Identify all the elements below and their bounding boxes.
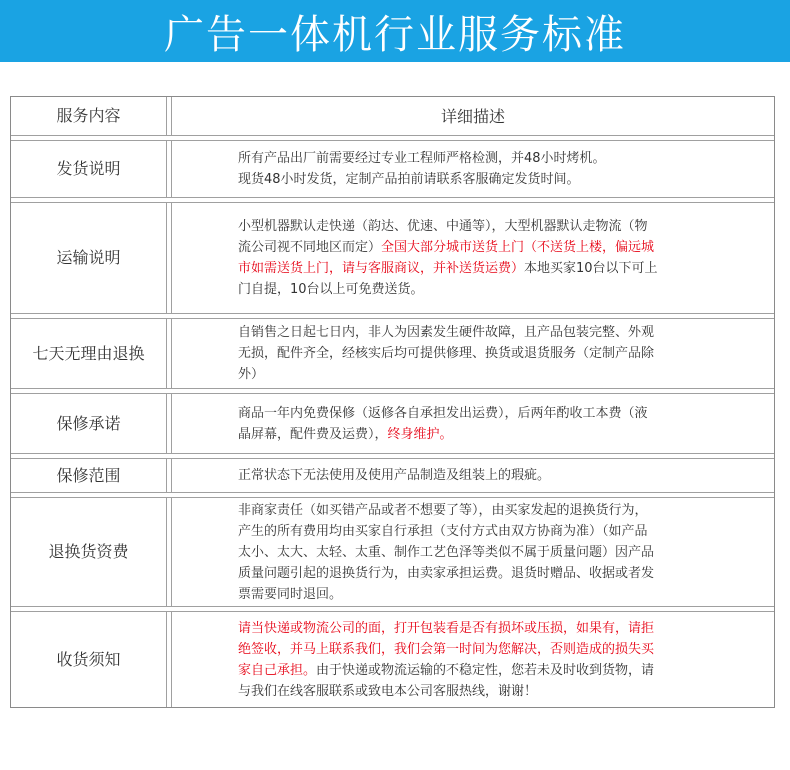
description-segment: 质量问题引起的退换货行为，由卖家承担运费。退货时赠品、收据或者发 xyxy=(238,565,655,581)
description-segment: 现货48小时发货，定制产品拍前请联系客服确定发货时间。 xyxy=(238,172,580,187)
service-label xyxy=(11,498,166,606)
description-line xyxy=(238,237,658,258)
description-text xyxy=(238,465,550,486)
highlight-text: 全国大部分城市送货上门（不送货上楼，偏远城 xyxy=(381,240,655,255)
service-standards-table xyxy=(10,96,775,708)
description-text xyxy=(238,148,606,190)
service-label-line: 退换货资费 xyxy=(48,542,129,561)
description-segment: 门自提，10台以上可免费送货。 xyxy=(238,282,424,297)
description-line xyxy=(238,563,654,584)
row-seven-day-return xyxy=(11,318,774,389)
description-segment: 太小、太大、太轻、太重、制作工艺色泽等类似不属于质量问题）因产品 xyxy=(238,544,655,560)
description-text xyxy=(238,403,648,445)
service-label xyxy=(11,319,166,388)
header-description: 详细描述 xyxy=(440,106,505,126)
service-label-line: 保修承诺 xyxy=(56,413,121,433)
description-segment: 正常状态下无法使用及使用产品制造及组装上的瑕疵。 xyxy=(238,468,551,483)
description-line xyxy=(238,403,648,424)
service-label xyxy=(11,394,166,453)
description-segment: 由于快递或物流运输的不稳定性，您若未及时收到货物，请 xyxy=(316,662,655,678)
description-text xyxy=(238,500,654,605)
service-label-line: 七天无理 xyxy=(32,343,97,363)
description-line xyxy=(238,343,654,364)
description-segment: 非商家责任（如买错产品或者不想要了等），由买家发起的退换货行为， xyxy=(238,502,648,518)
description-line xyxy=(238,169,606,190)
description-segment: 所有产品出厂前需要经过专业工程师严格检测，并48小时烤机。 xyxy=(238,151,606,166)
highlight-text: 市如需送货上门，请与客服商议，并补送货运费） xyxy=(238,261,525,276)
description-line xyxy=(238,681,654,702)
highlight-text: 终身维护。 xyxy=(387,426,453,442)
header-service-content: 服务内容 xyxy=(56,106,121,125)
description-segment: 无损，配件齐全，经核实后均可提供修理、换货或退货服务（定制产品除 xyxy=(238,346,655,361)
highlight-text: 请当快递或物流公司的面，打开包装看是否有损坏或压损，如果有，请拒 xyxy=(238,620,655,636)
service-description xyxy=(172,319,774,388)
description-segment: 晶屏幕，配件费及运费）， xyxy=(238,426,388,442)
description-line xyxy=(238,500,654,521)
service-label xyxy=(11,459,166,492)
description-line xyxy=(238,639,654,660)
service-description xyxy=(172,612,774,707)
service-description xyxy=(172,394,774,453)
service-label-line: 保修范围 xyxy=(56,465,121,485)
title-banner xyxy=(0,0,790,62)
description-line xyxy=(238,216,658,237)
description-segment: 商品一年内免费保修（返修各自承担发出运费），后两年酌收工本费（液 xyxy=(238,405,648,421)
description-line xyxy=(238,660,654,681)
description-text xyxy=(238,618,654,702)
service-description xyxy=(172,203,774,313)
row-warranty-promise xyxy=(11,393,774,454)
page-title: 广告一体机行业服务标准 xyxy=(164,11,626,58)
description-segment: 小型机器默认走快递（韵达、优速、中通等），大型机器默认走物流（物 xyxy=(238,219,648,234)
row-shipping xyxy=(11,140,774,198)
highlight-text: 绝签收，并马上联系我们，我们会第一时间为您解决，否则造成的损失买 xyxy=(238,641,655,657)
row-transport xyxy=(11,202,774,314)
description-line xyxy=(238,465,550,486)
description-segment: 与我们在线客服联系或致电本公司客服热线，谢谢！ xyxy=(238,683,538,699)
highlight-text: 家自己承担。 xyxy=(238,662,317,678)
description-line xyxy=(238,258,658,279)
service-label xyxy=(11,141,166,197)
description-line xyxy=(238,364,654,385)
service-label-line: 运输说明 xyxy=(56,248,121,267)
description-segment: 自销售之日起七日内，非人为因素发生硬件故障，且产品包装完整、外观 xyxy=(238,325,655,340)
description-text xyxy=(238,322,654,385)
table-header-row xyxy=(11,97,774,136)
description-line xyxy=(238,584,654,605)
service-description xyxy=(172,459,774,492)
description-segment: 本地买家10台以下可上 xyxy=(524,261,658,276)
description-segment: 产生的所有费用均由买家自行承担（支付方式由双方协商为准）（如产品 xyxy=(238,523,648,539)
description-line xyxy=(238,148,606,169)
row-return-fees xyxy=(11,497,774,607)
description-segment: 外） xyxy=(238,367,265,382)
description-text xyxy=(238,216,658,300)
description-line xyxy=(238,542,654,563)
service-label xyxy=(11,612,166,707)
description-segment: 流公司视不同地区而定） xyxy=(238,240,382,255)
service-label-line: 发货说明 xyxy=(56,159,121,178)
service-label-line: 收货须知 xyxy=(56,649,121,669)
service-description xyxy=(172,141,774,197)
description-line xyxy=(238,521,654,542)
row-warranty-scope xyxy=(11,458,774,493)
description-line xyxy=(238,322,654,343)
description-line xyxy=(238,618,654,639)
service-label-line: 由退换 xyxy=(96,343,145,363)
service-label xyxy=(11,203,166,313)
description-line xyxy=(238,279,658,300)
description-segment: 票需要同时退回。 xyxy=(238,586,343,602)
service-description xyxy=(172,498,774,606)
row-receiving-notice xyxy=(11,611,774,707)
description-line xyxy=(238,424,648,445)
